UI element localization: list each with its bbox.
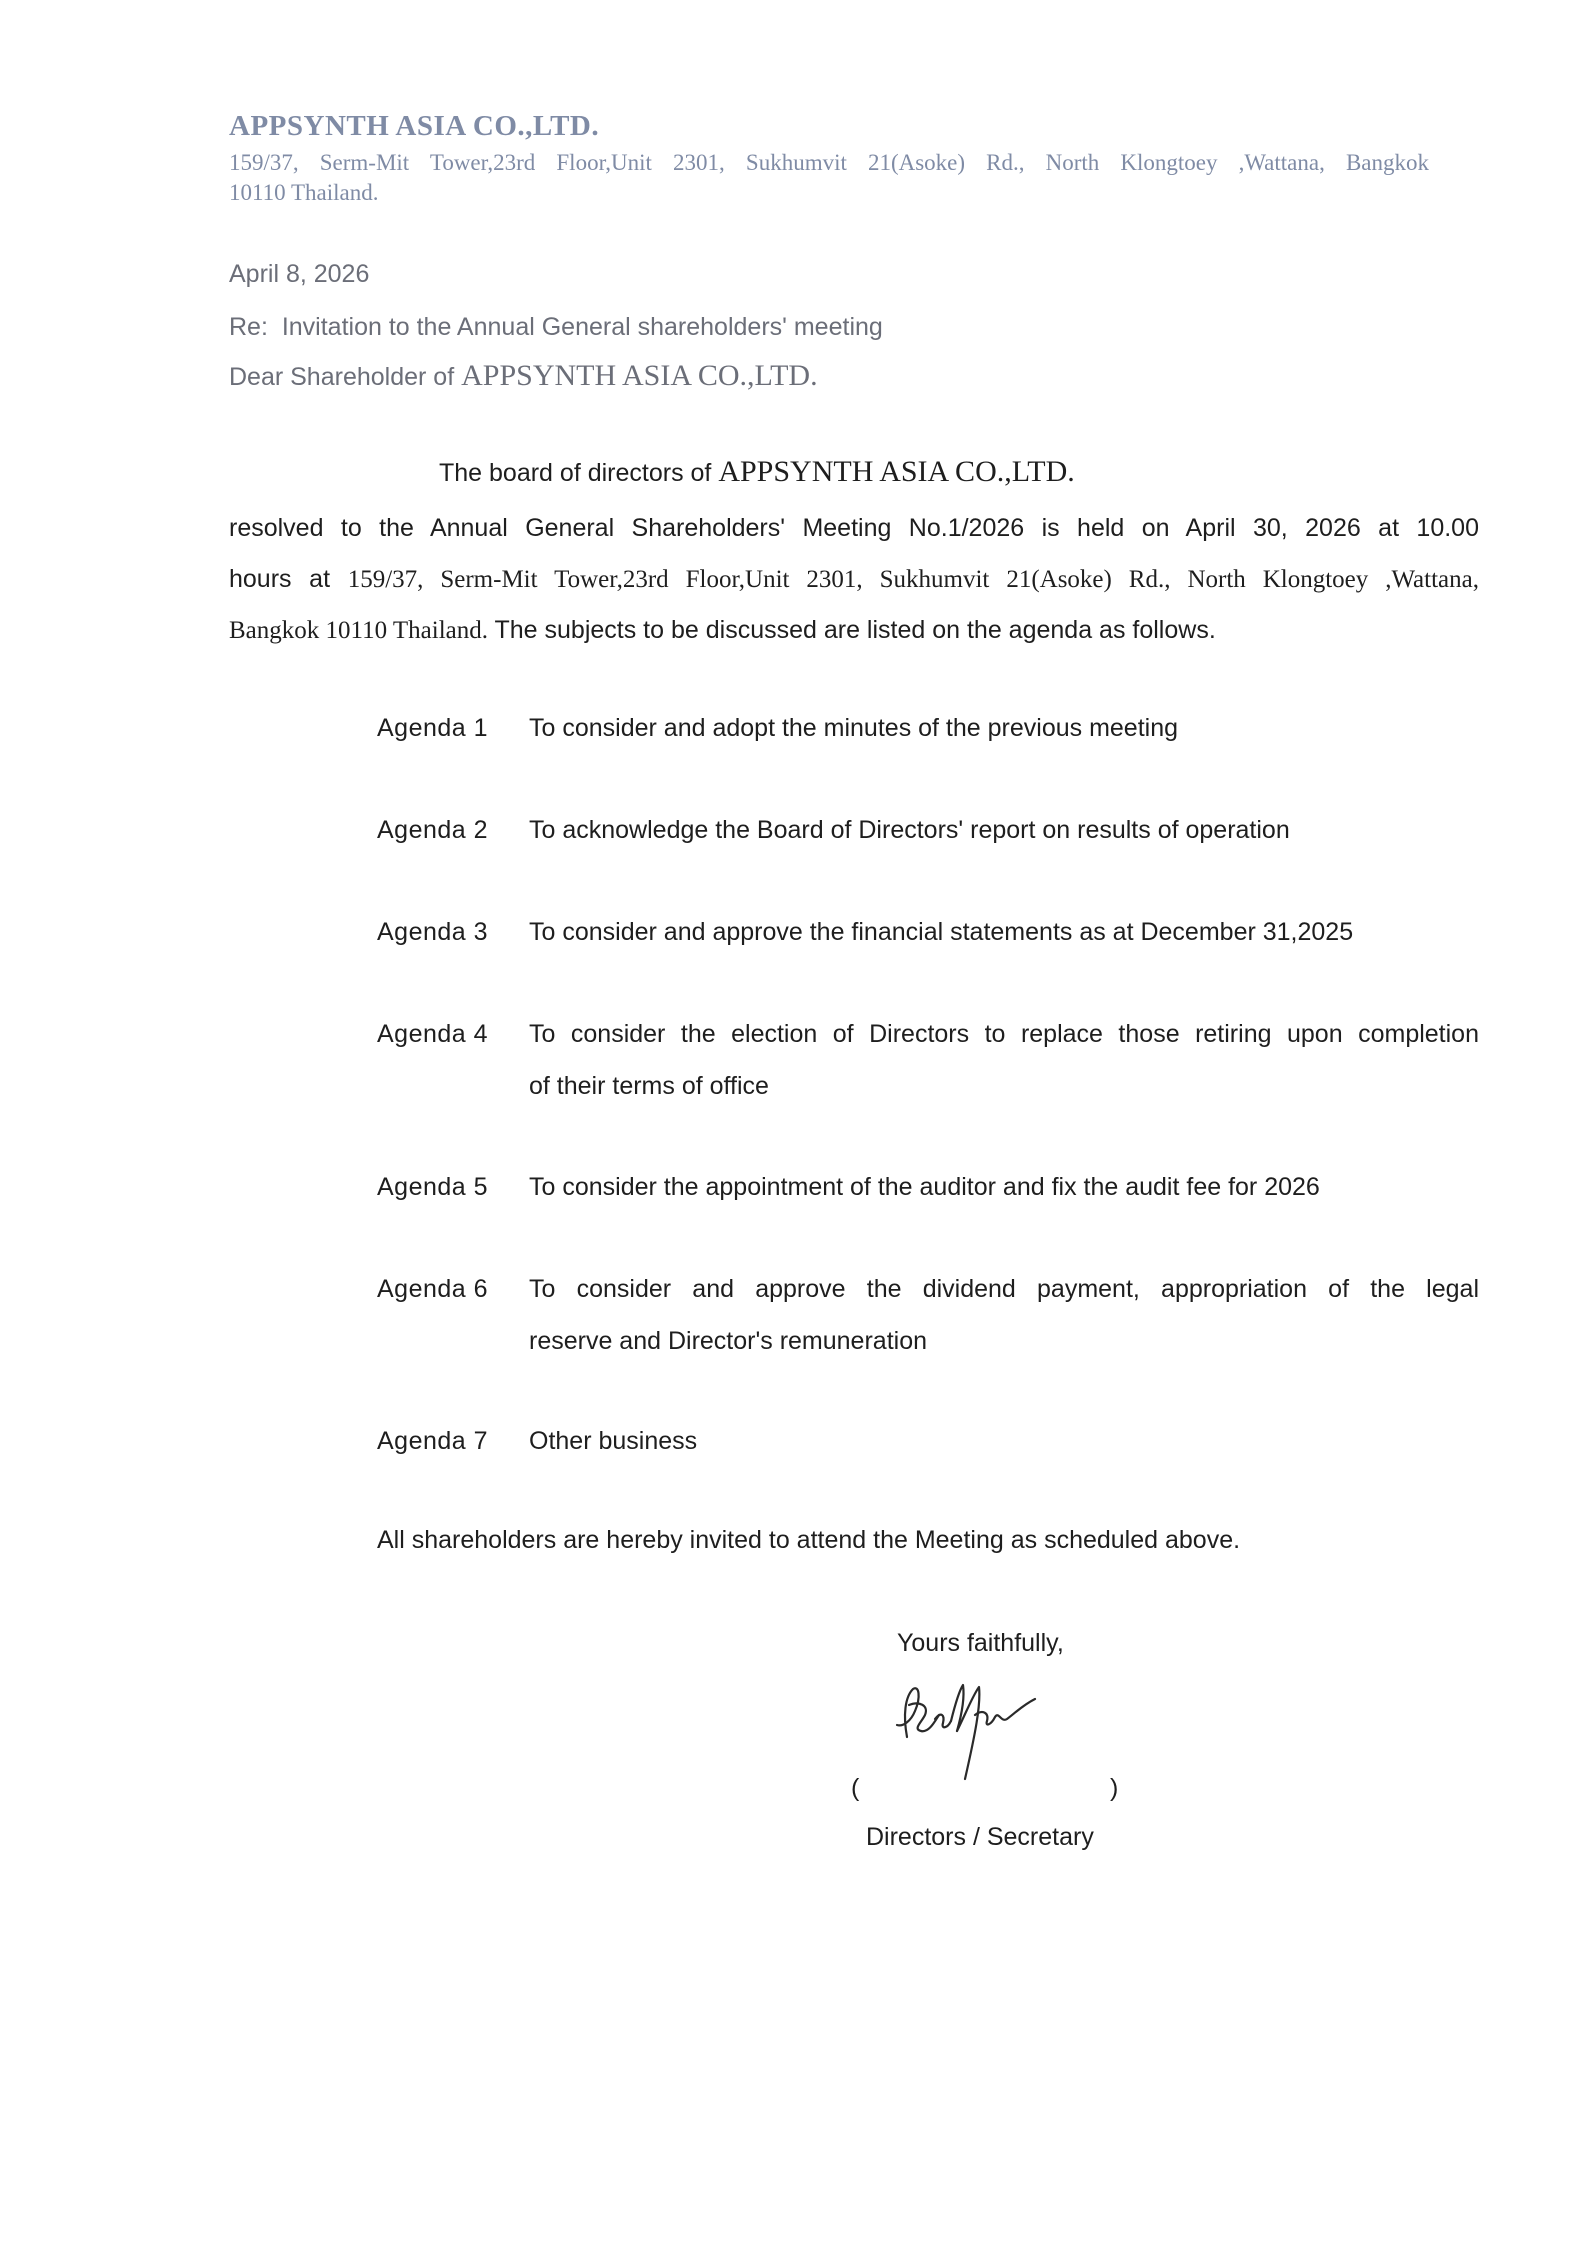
agenda-text-line1: To consider the election of Directors to replace those retiring upon completion — [529, 1020, 1479, 1048]
agenda-item-7 — [377, 1415, 1479, 1467]
signature-paren-open: ( — [851, 1774, 860, 1802]
company-address-line1: 159/37, Serm-Mit Tower,23rd Floor,Unit 2301, Sukhumvit 21(Asoke) Rd., North Klongtoey ,Wattana, Bangkok — [229, 150, 1429, 175]
company-name: APPSYNTH ASIA CO.,LTD. — [229, 110, 600, 142]
agenda-label: Agenda 1 — [377, 714, 489, 742]
signatory-title: Directors / Secretary — [866, 1823, 1094, 1851]
intro-line — [439, 456, 1075, 489]
paragraph-line2-lead: hours at — [229, 565, 331, 593]
agenda-item-2 — [377, 804, 1479, 856]
agenda-item-1 — [377, 702, 1479, 754]
paragraph-line3 — [229, 605, 1479, 656]
agenda-text-line2: of their terms of office — [529, 1072, 769, 1100]
valediction: Yours faithfully, — [897, 1629, 1064, 1657]
agenda-text: Other business — [529, 1427, 698, 1455]
paragraph-line3-rest: The subjects to be discussed are listed on the agenda as follows. — [494, 616, 1216, 644]
salutation-text: Dear Shareholder of — [229, 363, 455, 391]
agenda-text: To consider the appointment of the auditor and fix the audit fee for 2026 — [529, 1173, 1320, 1201]
meeting-paragraph — [229, 503, 1479, 656]
company-address-line2: 10110 Thailand. — [229, 180, 379, 205]
agenda-label: Agenda 2 — [377, 816, 489, 844]
letter-date: April 8, 2026 — [229, 260, 370, 288]
agenda-text-line1: To consider and approve the dividend payment, appropriation of the legal — [529, 1275, 1479, 1303]
agenda-label: Agenda 7 — [377, 1427, 489, 1455]
paragraph-line1: resolved to the Annual General Shareholders' Meeting No.1/2026 is held on April 30, 2026 at 10.00 — [229, 514, 1479, 542]
agenda-item-5 — [377, 1161, 1479, 1213]
intro-lead: The board of directors of — [439, 459, 712, 487]
paragraph-line3-address: Bangkok 10110 Thailand. — [229, 617, 488, 644]
subject-label: Re: — [229, 313, 268, 341]
company-address — [229, 148, 1429, 208]
agenda-label: Agenda 5 — [377, 1173, 489, 1201]
agenda-label: Agenda 6 — [377, 1275, 489, 1303]
subject-text: Invitation to the Annual General shareholders' meeting — [281, 313, 883, 341]
agenda-text: To consider and approve the financial statements as at December 31,2025 — [529, 918, 1354, 946]
agenda-text: To consider and adopt the minutes of the previous meeting — [529, 714, 1179, 742]
agenda-item-3 — [377, 906, 1479, 958]
closing-invitation: All shareholders are hereby invited to attend the Meeting as scheduled above. — [377, 1526, 1241, 1554]
agenda-item-6 — [377, 1263, 1479, 1367]
subject-line — [229, 311, 883, 343]
salutation-company: APPSYNTH ASIA CO.,LTD. — [461, 359, 818, 392]
intro-company: APPSYNTH ASIA CO.,LTD. — [718, 455, 1075, 488]
paragraph-line2 — [229, 554, 1479, 605]
agenda-item-4 — [377, 1008, 1479, 1112]
signature-paren-close: ) — [1110, 1774, 1119, 1802]
letterhead — [229, 108, 1429, 208]
paragraph-line2-address: 159/37, Serm-Mit Tower,23rd Floor,Unit 2301, Sukhumvit 21(Asoke) Rd., North Klongtoey ,Wattana, — [347, 566, 1479, 593]
agenda-text-line2: reserve and Director's remuneration — [529, 1327, 927, 1355]
salutation — [229, 360, 818, 393]
signature-graphic — [885, 1675, 1055, 1795]
agenda-text: To acknowledge the Board of Directors' report on results of operation — [529, 816, 1290, 844]
agenda-label: Agenda 4 — [377, 1020, 489, 1048]
agenda-label: Agenda 3 — [377, 918, 489, 946]
